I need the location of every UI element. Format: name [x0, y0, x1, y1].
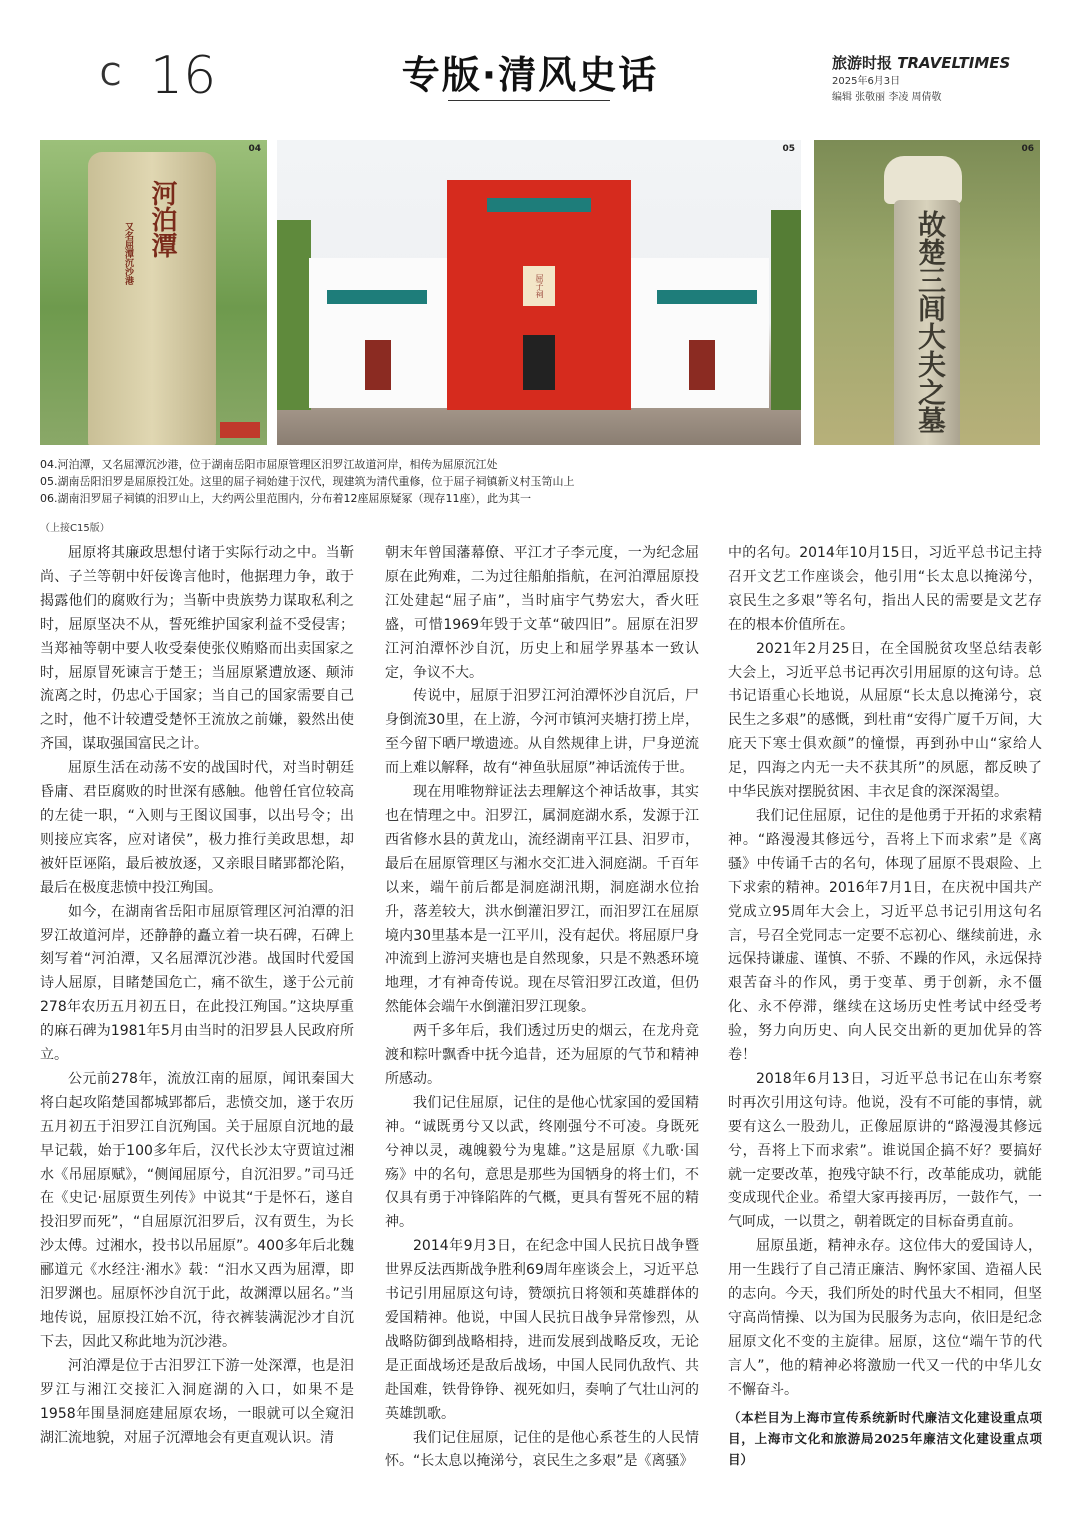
paragraph: 现在用唯物辩证法去理解这个神话故事，其实也在情理之中。汨罗江，属洞庭湖水系，发源于江西省修水县的黄龙山，流经湖南平江县、汨罗市，最后在屈原管理区与湘水交汇进入洞庭湖。千百年以来，端午前后都是洞庭湖汛期，洞庭湖水位抬升，落差较大，洪水倒灌汨罗江，而汨罗江在屈原境内30里基本是一江平川，没有起伏。将屈原尸身冲流到上游河夹塘也是自然现象，只是不熟悉环境地理，才有神奇传说。现在尽管汨罗江改道，但仍然能体会端午水倒灌汨罗江现象。	[385, 784, 699, 1016]
trees-left	[277, 220, 311, 410]
caption-05: 05.湖南岳阳汨罗是屈原投江处。这里的屈子祠始建于汉代，现建筑为清代重修，位于屈子祠镇新义村玉笥山上	[40, 475, 575, 488]
paragraph: 中的名句。2014年10月15日，习近平总书记主持召开文艺工作座谈会，他引用“长太息以掩涕兮，哀民生之多艰”等名句，指出人民的需要是文艺存在的根本价值所在。	[728, 545, 1042, 633]
photo-captions	[40, 456, 575, 507]
photo-number: 04	[248, 144, 261, 154]
stele-title: 河泊潭	[147, 180, 177, 258]
paragraph: 两千多年后，我们透过历史的烟云，在龙舟竞渡和粽叶飘香中抚今追昔，还为屈原的气节和精神所感动。	[385, 1023, 699, 1087]
paper-name-en: TRAVELTIMES	[897, 54, 1011, 72]
paragraph: 屈原虽逝，精神永存。这位伟大的爱国诗人，用一生践行了自己清正廉洁、胸怀家国、造福人民的志向。今天，我们所处的时代虽大不相同，但坚守高尚情操、以为国为民服务为志向，依旧是纪念屈原文化不变的主旋律。屈原，这位“端午节的代言人”，他的精神必将激励一代又一代的中华儿女不懈奋斗。	[728, 1238, 1042, 1398]
roof-left	[327, 290, 427, 304]
continued-note: （上接C15版）	[40, 523, 110, 534]
article-column-1	[40, 542, 354, 1450]
gate-door	[523, 335, 555, 390]
door-right	[689, 340, 715, 390]
paragraph: 我们记住屈原，记住的是他勇于开拓的求索精神。“路漫漫其修远兮，吾将上下而求索”是《离骚》中传诵千古的名句，体现了屈原不畏艰险、上下求索的精神。2016年7月1日，在庆祝中国共产党成立95周年大会上，习近平总书记引用这句名言，号召全党同志一定要不忘初心、继续前进，永远保持谦虚、谨慎、不骄、不躁的作风，永远保持艰苦奋斗的作风，勇于变革、勇于创新，永不僵化、永不停滞，继续在这场历史性考试中经受考验，努力向历史、向人民交出新的更加优异的答卷！	[728, 807, 1042, 1064]
paragraph: 2018年6月13日，习近平总书记在山东考察时再次引用这句诗。他说，没有不可能的事情，就要有这么一股劲儿，正像屈原讲的“路漫漫其修远兮，吾将上下而求索”。谁说国企搞不好？要搞好就一定要改革，抱残守缺不行，改革能成功，就能变成现代企业。希望大家再接再厉，一鼓作气，一气呵成，一以贯之，朝着既定的目标奋勇直前。	[728, 1070, 1042, 1231]
paragraph: 屈原将其廉政思想付诸于实际行动之中。当靳尚、子兰等朝中奸佞谗言他时，他据理力争，敢于揭露他们的腐败行为；当靳中贵族势力谋取私利之时，屈原坚决不从，誓死维护国家利益不受侵害；当郑袖等朝中要人收受秦使张仪贿赂而出卖国家之时，屈原冒死谏言于楚王；当屈原紧遭放逐、颠沛流离之时，仍忠心于国家；当自己的国家需要自己之时，他不计较遭受楚怀王流放之前嫌，毅然出使齐国，谋取强国富民之计。	[40, 545, 354, 753]
paragraph: 传说中，屈原于汨罗江河泊潭怀沙自沉后，尸身倒流30里，在上游，今河市镇河夹塘打捞上岸，至今留下晒尸墩遗迹。从自然规律上讲，尸身逆流而上难以解释，故有“神鱼驮屈原”神话流传于世。	[385, 688, 699, 777]
paragraph: 朝末年曾国藩幕僚、平江才子李元度，一为纪念屈原在此殉难，二为过往船舶指航，在河泊潭屈原投江处建起“屈子庙”，当时庙宇气势宏大，香火旺盛，可惜1969年毁于文革“破四旧”。屈原在汨罗江河泊潭怀沙自沉，历史上和屈学界基本一致认定，争议不大。	[385, 545, 699, 681]
section-title: 专版·清风史话	[401, 53, 659, 97]
paragraph: 2014年9月3日，在纪念中国人民抗日战争暨世界反法西斯战争胜利69周年座谈会上，习近平总书记引用屈原这句诗，赞颂抗日将领和英雄群体的爱国精神。他说，中国人民抗日战争异常惨烈，从战略防御到战略相持，进而发展到战略反攻，无论是正面战场还是敌后战场，中国人民同仇敌忾、共赴国难，铁骨铮铮、视死如归，奏响了气壮山河的英雄凯歌。	[385, 1238, 699, 1422]
stele-title: 故楚三闾大夫之墓	[914, 210, 947, 434]
caption-04: 04.河泊潭，又名屈潭沉沙港，位于湖南岳阳市屈原管理区汨罗江故道河岸，相传为屈原沉江处	[40, 458, 498, 471]
paper-name-cn: 旅游时报	[832, 54, 893, 72]
red-box	[220, 422, 260, 438]
article-column-2	[385, 542, 699, 1474]
paragraph: 2021年2月25日，在全国脱贫攻坚总结表彰大会上，习近平总书记再次引用屈原的这句诗。总书记语重心长地说，从屈原“长太息以掩涕兮，哀民生之多艰”的感慨，到杜甫“安得广厦千万间，大庇天下寒士俱欢颜”的憧憬，再到孙中山“家给人足，四海之内无一夫不获其所”的夙愿，都反映了中华民族对摆脱贫困、丰衣足食的深深渴望。	[728, 640, 1042, 801]
photo-06-tomb-stele	[814, 140, 1040, 445]
caption-06: 06.湖南汨罗屈子祠镇的汨罗山上，大约两公里范围内，分布着12座屈原疑冢（现存11座），此为其一	[40, 492, 531, 505]
paragraph: 我们记住屈原，记住的是他心忧家国的爱国精神。“诚既勇兮又以武，终刚强兮不可凌。身既死兮神以灵，魂魄毅兮为鬼雄。”这是屈原《九歌·国殇》中的名句，意思是那些为国牺身的将士们，不仅具有勇于冲锋陷阵的气概，更具有誓死不屈的精神。	[385, 1094, 699, 1231]
footer-note: （本栏目为上海市宣传系统新时代廉洁文化建设重点项目，上海市文化和旅游局2025年廉洁文化建设重点项目）	[728, 1409, 1042, 1467]
paragraph: 河泊潭是位于古汨罗江下游一处深潭，也是汨罗江与湘江交接汇入洞庭湖的入口，如果不是1958年围垦洞庭建屈原农场，一眼就可以全窥汨湖汇流地貌，对屈子沉潭地会有更直观认识。清	[40, 1357, 354, 1446]
photo-number: 05	[782, 144, 795, 154]
temple-sign: 屈子祠	[523, 266, 555, 306]
title-rule	[448, 100, 610, 101]
roof-right	[657, 290, 757, 304]
paragraph: 如今，在湖南省岳阳市屈原管理区河泊潭的汨罗江故道河岸，还静静的矗立着一块石碑，石碑上刻写着“河泊潭，又名屈潭沉沙港。战国时代爱国诗人屈原，目睹楚国危亡，痛不欲生，遂于公元前278年农历五月初五日，在此投江殉国。”这块厚重的麻石碑为1981年5月由当时的汨罗县人民政府所立。	[40, 903, 354, 1064]
photo-04-stele	[40, 140, 267, 445]
photo-number: 06	[1021, 144, 1034, 154]
trees-right	[771, 210, 801, 410]
photo-05-qu-zi-temple	[277, 140, 801, 445]
issue-date: 2025年6月3日	[832, 76, 901, 87]
door-left	[365, 340, 391, 390]
article-column-3	[728, 542, 1042, 1470]
page-code: C	[100, 58, 127, 93]
editors-line: 编辑 张敬丽 李凌 周倩敬	[832, 92, 942, 103]
paper-name	[832, 52, 1010, 73]
paragraph: 公元前278年，流放江南的屈原，闻讯秦国大将白起攻陷楚国都城郢都后，悲愤交加，遂于农历五月初五于汨罗江自沉殉国。关于屈原自沉地的最早记载，始于100多年后，汉代长沙太守贾谊过湘水《吊屈原赋》，“侧闻屈原兮，自沉汨罗。”司马迁在《史记·屈原贾生列传》中说其“于是怀石，遂自投汨罗而死”，“自屈原沉汨罗后，汉有贾生，为长沙太傅。过湘水，投书以吊屈原”。400多年后北魏郦道元《水经注·湘水》载：“汨水又西为屈潭，即汨罗渊也。屈原怀沙自沉于此，故渊潭以屈名。”当地传说，屈原投江始不沉，待衣裤装满泥沙才自沉下去，因此又称此地为沉沙港。	[40, 1070, 354, 1350]
paragraph: 屈原生活在动荡不安的战国时代，对当时朝廷昏庸、君臣腐败的时世深有感触。他曾任官位较高的左徒一职，“入则与王图议国事，以出号令；出则接应宾客，应对诸侯”，极力推行美政思想，却被奸臣诬陷，最后被放逐，又亲眼目睹郢都沦陷，最后在极度悲愤中投江殉国。	[40, 760, 354, 896]
stele-crown	[884, 156, 962, 204]
paragraph: 我们记住屈原，记住的是他心系苍生的人民情怀。“长太息以掩涕兮，哀民生之多艰”是《离骚》	[385, 1429, 699, 1470]
page-number: 16	[150, 46, 217, 106]
gate-roof	[487, 198, 591, 212]
stele-subtitle: 又名屈潭沉沙港	[123, 222, 133, 285]
